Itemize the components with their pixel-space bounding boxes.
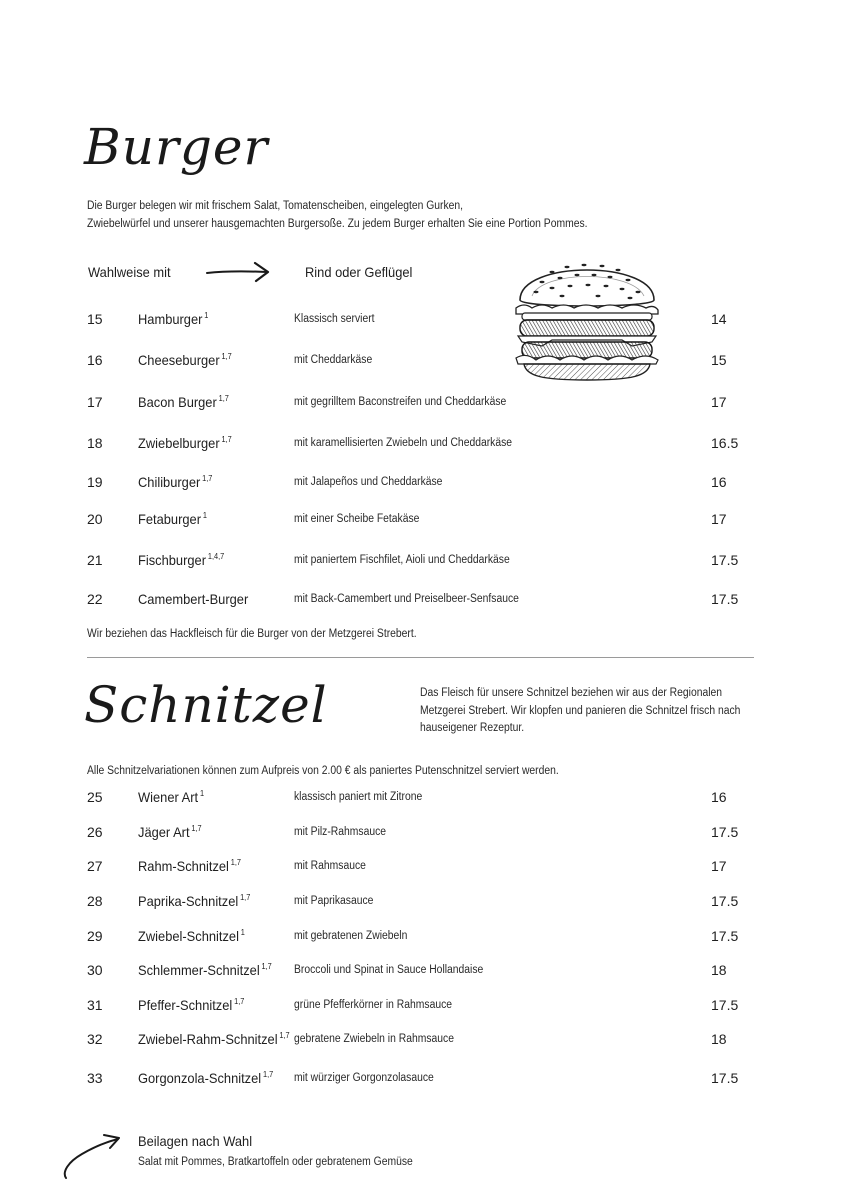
item-name-text: Chiliburger — [138, 474, 201, 490]
menu-item-row — [0, 1070, 846, 1090]
section-divider — [87, 657, 754, 658]
schnitzel-section-title: Schnitzel — [84, 676, 328, 734]
item-description: Klassisch serviert — [294, 313, 375, 325]
item-name-text: Gorgonzola-Schnitzel — [138, 1070, 262, 1086]
item-number: 28 — [87, 893, 103, 909]
allergen-codes: 1,7 — [230, 858, 241, 867]
item-number: 22 — [87, 591, 103, 607]
item-price: 17.5 — [711, 1070, 739, 1086]
choice-label: Wahlweise mit — [88, 264, 171, 280]
item-name-text: Zwiebel-Schnitzel — [138, 928, 239, 944]
menu-item-row — [0, 997, 846, 1017]
item-price: 17.5 — [711, 591, 739, 607]
allergen-codes: 1 — [204, 311, 209, 320]
schnitzel-variation-note: Alle Schnitzelvariationen können zum Aufpreis von 2.00 € als paniertes Putenschnitzel serviert werden. — [87, 765, 559, 777]
menu-item-row — [0, 893, 846, 913]
item-name-text: Jäger Art — [138, 824, 190, 840]
item-number: 16 — [87, 352, 103, 368]
item-name-text: Bacon Burger — [138, 394, 217, 410]
item-price: 17 — [711, 858, 727, 874]
menu-item-row — [0, 511, 846, 531]
allergen-codes: 1,7 — [218, 394, 229, 403]
burger-section-title: Burger — [84, 118, 269, 176]
menu-item-row — [0, 394, 846, 414]
item-number: 25 — [87, 789, 103, 805]
menu-item-row — [0, 1031, 846, 1051]
item-name — [138, 511, 207, 527]
menu-item-row — [0, 789, 846, 809]
item-name — [138, 997, 244, 1013]
item-name — [138, 858, 241, 874]
item-number: 29 — [87, 928, 103, 944]
item-number: 33 — [87, 1070, 103, 1086]
item-number: 19 — [87, 474, 103, 490]
item-description: mit Cheddarkäse — [294, 354, 373, 366]
allergen-codes: 1 — [202, 511, 207, 520]
schnitzel-side-note-line-1: Das Fleisch für unsere Schnitzel beziehen wir aus der Regionalen — [420, 687, 723, 699]
item-description: grüne Pfefferkörner in Rahmsauce — [294, 999, 453, 1011]
menu-item-row — [0, 552, 846, 572]
item-name — [138, 893, 250, 909]
item-name — [138, 789, 204, 805]
allergen-codes: 1,7 — [191, 824, 202, 833]
item-price: 17.5 — [711, 997, 739, 1013]
allergen-codes: 1,7 — [202, 474, 213, 483]
item-name-text: Rahm-Schnitzel — [138, 858, 229, 874]
allergen-codes: 1,4,7 — [207, 552, 225, 561]
item-name — [138, 962, 272, 978]
item-name-text: Wiener Art — [138, 789, 199, 805]
item-number: 18 — [87, 435, 103, 451]
menu-item-row — [0, 435, 846, 455]
item-price: 15 — [711, 352, 727, 368]
item-name-text: Fetaburger — [138, 511, 202, 527]
item-name — [138, 435, 232, 451]
burger-intro-line-2: Zwiebelwürfel und unserer hausgemachten Burgersoße. Zu jedem Burger erhalten Sie eine Portion Pommes. — [87, 218, 588, 230]
sides-text: Salat mit Pommes, Bratkartoffeln oder gebratenem Gemüse — [138, 1156, 413, 1168]
menu-item-row — [0, 928, 846, 948]
item-name — [138, 311, 208, 327]
menu-item-row — [0, 474, 846, 494]
item-name — [138, 552, 224, 568]
burger-footnote: Wir beziehen das Hackfleisch für die Burger von der Metzgerei Strebert. — [87, 628, 417, 640]
schnitzel-side-note-line-3: hauseigener Rezeptur. — [420, 722, 525, 734]
item-number: 17 — [87, 394, 103, 410]
item-number: 20 — [87, 511, 103, 527]
allergen-codes: 1 — [240, 928, 245, 937]
item-description: mit einer Scheibe Fetakäse — [294, 513, 420, 525]
item-description: mit Rahmsauce — [294, 860, 366, 872]
curved-arrow-icon — [58, 1132, 124, 1182]
item-name — [138, 824, 202, 840]
sides-title: Beilagen nach Wahl — [138, 1133, 253, 1149]
item-name — [138, 591, 250, 607]
item-description: mit Back-Camembert und Preiselbeer-Senfsauce — [294, 593, 519, 605]
item-description: mit Jalapeños und Cheddarkäse — [294, 476, 443, 488]
item-name — [138, 1070, 273, 1086]
item-price: 17.5 — [711, 552, 739, 568]
burger-intro — [87, 197, 588, 233]
item-name-text: Fischburger — [138, 552, 207, 568]
item-price: 17.5 — [711, 928, 739, 944]
item-description: mit Paprikasauce — [294, 895, 374, 907]
item-price: 17 — [711, 511, 727, 527]
item-price: 18 — [711, 962, 727, 978]
menu-item-row — [0, 858, 846, 878]
item-number: 26 — [87, 824, 103, 840]
item-description: mit würziger Gorgonzolasauce — [294, 1072, 434, 1084]
item-price: 17 — [711, 394, 727, 410]
item-description: mit karamellisierten Zwiebeln und Cheddarkäse — [294, 437, 513, 449]
allergen-codes: 1 — [199, 789, 205, 798]
item-number: 21 — [87, 552, 103, 568]
item-name-text: Schlemmer-Schnitzel — [138, 962, 260, 978]
menu-item-row — [0, 824, 846, 844]
choice-value: Rind oder Geflügel — [305, 264, 413, 280]
allergen-codes: 1,7 — [279, 1031, 290, 1040]
item-description: gebratene Zwiebeln in Rahmsauce — [294, 1033, 454, 1045]
item-price: 17.5 — [711, 824, 739, 840]
menu-item-row — [0, 591, 846, 611]
allergen-codes: 1,7 — [261, 962, 272, 971]
item-price: 16 — [711, 789, 727, 805]
item-price: 18 — [711, 1031, 727, 1047]
schnitzel-side-note-line-2: Metzgerei Strebert. Wir klopfen und panieren die Schnitzel frisch nach — [420, 704, 741, 717]
item-description: klassisch paniert mit Zitrone — [294, 791, 423, 803]
schnitzel-side-note — [420, 685, 740, 738]
allergen-codes: 1,7 — [221, 435, 232, 444]
menu-item-row — [0, 311, 846, 331]
item-number: 32 — [87, 1031, 103, 1047]
item-description: mit gegrilltem Baconstreifen und Cheddarkäse — [294, 396, 507, 408]
item-name-text: Pfeffer-Schnitzel — [138, 997, 233, 1013]
item-number: 31 — [87, 997, 103, 1013]
item-price: 17.5 — [711, 893, 739, 909]
item-name-text: Zwiebelburger — [138, 435, 220, 451]
menu-item-row — [0, 352, 846, 372]
item-name-text: Paprika-Schnitzel — [138, 893, 239, 909]
item-name — [138, 352, 232, 368]
item-description: mit paniertem Fischfilet, Aioli und Cheddarkäse — [294, 554, 510, 566]
item-price: 14 — [711, 311, 727, 327]
burger-intro-line-1: Die Burger belegen wir mit frischem Salat, Tomatenscheiben, eingelegten Gurken, — [87, 200, 464, 212]
item-name-text: Hamburger — [138, 311, 203, 327]
item-name-text: Zwiebel-Rahm-Schnitzel — [138, 1031, 278, 1047]
allergen-codes: 1,7 — [221, 352, 232, 361]
item-number: 27 — [87, 858, 103, 874]
item-number: 30 — [87, 962, 103, 978]
item-name — [138, 394, 229, 410]
item-description: Broccoli und Spinat in Sauce Hollandaise — [294, 964, 484, 976]
item-price: 16.5 — [711, 435, 739, 451]
item-name — [138, 928, 245, 944]
item-name-text: Camembert-Burger — [138, 591, 249, 607]
allergen-codes: 1,7 — [262, 1070, 274, 1079]
item-description: mit gebratenen Zwiebeln — [294, 930, 408, 942]
allergen-codes: 1,7 — [240, 893, 251, 902]
item-name-text: Cheeseburger — [138, 352, 220, 368]
item-number: 15 — [87, 311, 103, 327]
menu-item-row — [0, 962, 846, 982]
item-name — [138, 1031, 290, 1047]
item-name — [138, 474, 212, 490]
item-description: mit Pilz-Rahmsauce — [294, 826, 387, 838]
item-price: 16 — [711, 474, 727, 490]
right-arrow-icon — [205, 260, 271, 284]
allergen-codes: 1,7 — [234, 997, 245, 1006]
